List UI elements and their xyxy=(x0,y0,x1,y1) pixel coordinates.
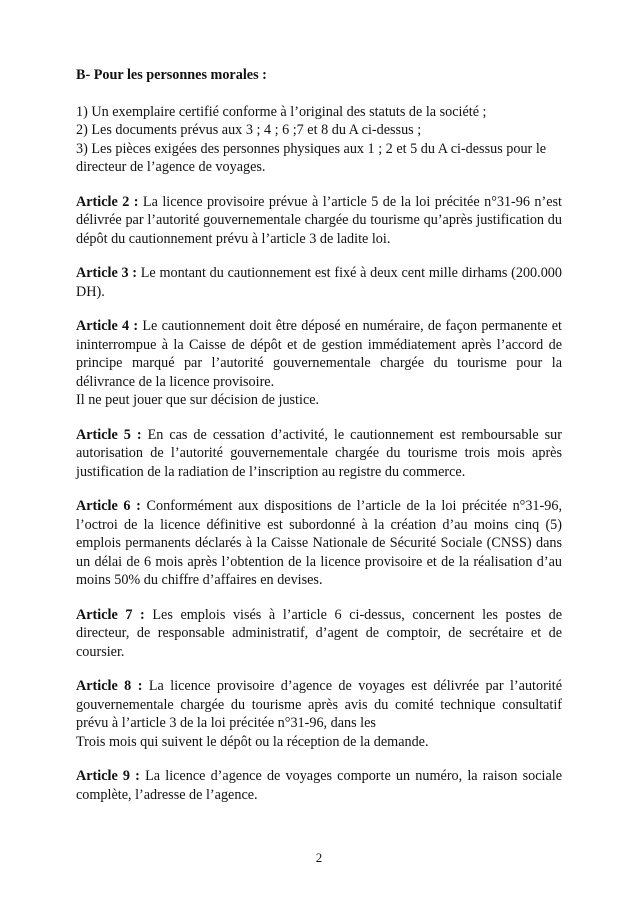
article-2 xyxy=(76,193,562,249)
article-label: Article 4 : xyxy=(76,318,139,334)
article-7 xyxy=(76,606,562,662)
article-label: Article 7 : xyxy=(76,606,145,623)
list-item: 2) Les documents prévus aux 3 ; 4 ; 6 ;7 et 8 du A ci-dessus ; xyxy=(76,122,422,138)
article-3 xyxy=(76,264,562,301)
article-text: Conformément aux dispositions de l’article de la loi précitée n°31-96, l’octroi de la licence définitive est subordonné à la création d’au moins cinq (5) emplois permanents déclarés à la Caisse Nationale de Sécurité Sociale (CNSS) dans un délai de 6 mois après l’obtention de la licence provisoire et de la réalisation d’au moins 50% du chiffre d’affaires en devises. xyxy=(76,498,562,588)
article-label: Article 2 : xyxy=(76,193,139,210)
article-text: La licence provisoire prévue à l’article 5 de la loi précitée n°31-96 n’est délivrée par l’autorité gouvernementale chargée du tourisme qu’après justification du dépôt du cautionnement prévu à l’article 3 de ladite loi. xyxy=(76,193,562,247)
article-text: Les emplois visés à l’article 6 ci-dessus, concernent les postes de directeur, de responsable administratif, d’agent de comptoir, de secrétaire et de coursier. xyxy=(76,606,562,660)
article-extra-text: Il ne peut jouer que sur décision de justice. xyxy=(76,392,320,408)
article-text: La licence provisoire d’agence de voyages est délivrée par l’autorité gouvernementale chargée du tourisme après avis du comité technique consultatif prévu à l’article 3 de la loi précitée n°31-96, dans les xyxy=(76,678,562,731)
article-label: Article 6 : xyxy=(76,498,141,514)
article-label: Article 8 : xyxy=(76,678,143,694)
article-4 xyxy=(76,317,562,410)
article-text: La licence d’agence de voyages comporte un numéro, la raison sociale complète, l’adresse de l’agence. xyxy=(76,768,563,803)
page-number: 2 xyxy=(315,850,323,865)
article-text: Le montant du cautionnement est fixé à deux cent mille dirhams (200.000 DH). xyxy=(76,265,562,300)
article-text: Le cautionnement doit être déposé en numéraire, de façon permanente et ininterrompue à la Caisse de dépôt et de gestion immédiatement après l’accord de principe marqué par l’autorité gouvernementale chargée du tourisme pour la délivrance de la licence provisoire. xyxy=(76,318,562,390)
article-label: Article 9 : xyxy=(76,768,140,784)
article-8 xyxy=(76,677,562,751)
article-5 xyxy=(76,426,562,482)
list-item: 3) Les pièces exigées des personnes physiques aux 1 ; 2 et 5 du A ci-dessus pour le directeur de l’agence de voyages. xyxy=(76,140,547,175)
article-9 xyxy=(76,767,562,804)
article-extra-text: Trois mois qui suivent le dépôt ou la réception de la demande. xyxy=(76,733,429,750)
article-text: En cas de cessation d’activité, le cautionnement est remboursable sur autorisation de l’autorité gouvernementale chargée du tourisme trois mois après justification de la radiation de l’inscription au registre du commerce. xyxy=(76,426,562,480)
required-documents-list xyxy=(76,103,562,177)
article-6 xyxy=(76,497,562,590)
article-label: Article 5 : xyxy=(76,426,142,443)
section-heading: B- Pour les personnes morales : xyxy=(76,67,267,83)
page-content xyxy=(76,66,562,820)
list-item: 1) Un exemplaire certifié conforme à l’original des statuts de la société ; xyxy=(76,103,487,120)
article-label: Article 3 : xyxy=(76,265,138,281)
